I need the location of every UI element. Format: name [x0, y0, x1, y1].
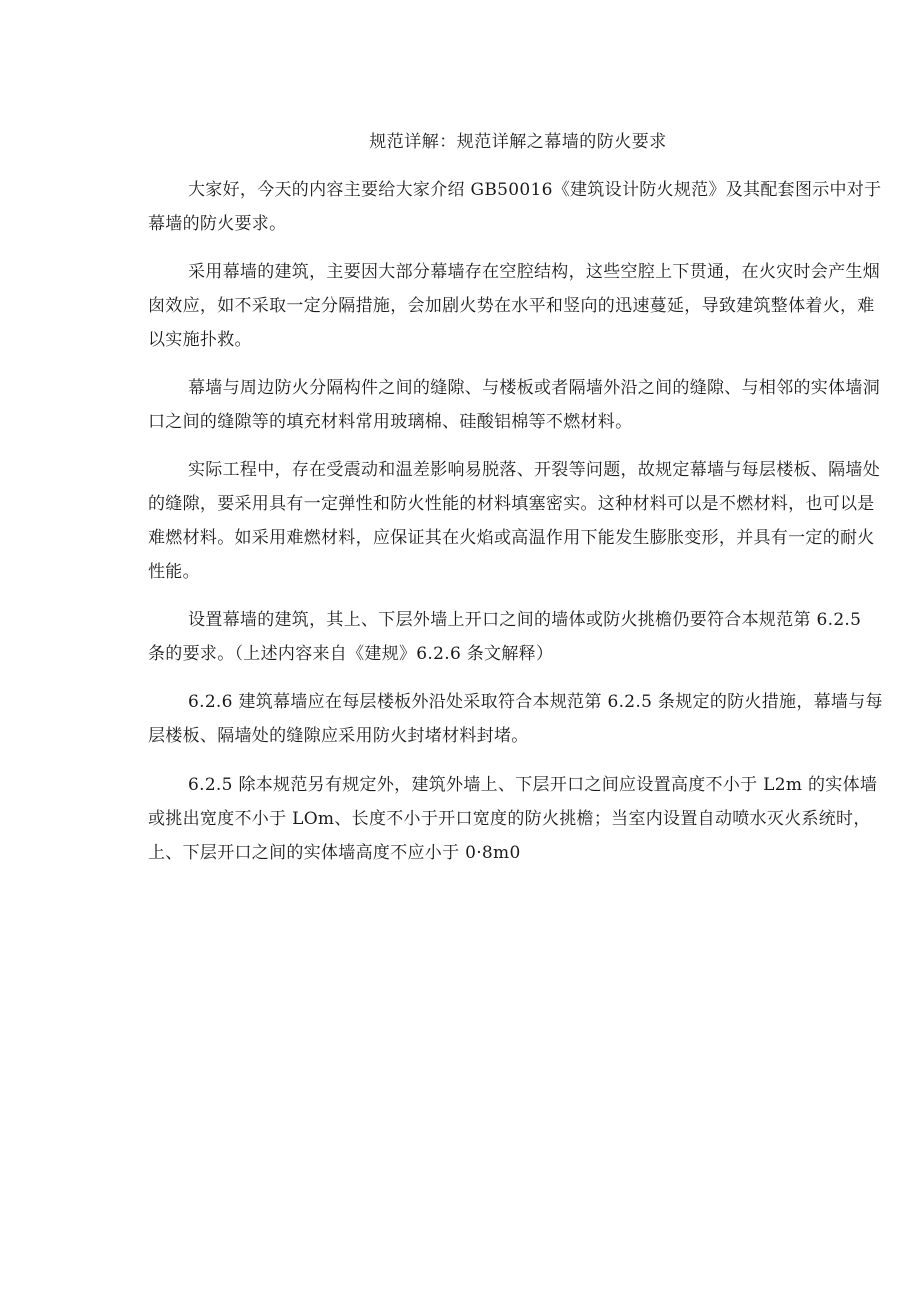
paragraph-clause-6-2-6: 6.2.6 建筑幕墙应在每层楼板外沿处采取符合本规范第 6.2.5 条规定的防火措施，幕墙与每层楼板、隔墙处的缝隙应采用防火封堵材料封堵。: [148, 692, 883, 746]
paragraph-engineering-practice: 实际工程中，存在受震动和温差影响易脱落、开裂等问题，故规定幕墙与每层楼板、隔墙处的缝隙，要采用具有一定弹性和防火性能的材料填塞密实。这种材料可以是不燃材料，也可以是难燃材料。如采用难燃材料，应保证其在火焰或高温作用下能发生膨胀变形，并具有一定的耐火性能。: [148, 460, 880, 582]
paragraph-upper-lower-openings: 设置幕墙的建筑，其上、下层外墙上开口之间的墙体或防火挑檐仍要符合本规范第 6.2.5 条的要求。（上述内容来自《建规》6.2.6 条文解释）: [148, 610, 862, 664]
document-title: 规范详解：规范详解之幕墙的防火要求: [369, 132, 667, 152]
paragraph-filling-materials: 幕墙与周边防火分隔构件之间的缝隙、与楼板或者隔墙外沿之间的缝隙、与相邻的实体墙洞口之间的缝隙等的填充材料常用玻璃棉、硅酸铝棉等不燃材料。: [148, 378, 880, 432]
paragraph-clause-6-2-5: 6.2.5 除本规范另有规定外，建筑外墙上、下层开口之间应设置高度不小于 L2m 的实体墙或挑出宽度不小于 LOm、长度不小于开口宽度的防火挑檐；当室内设置自动喷水灭火系统时，上、下层开口之间的实体墙高度不应小于 0·8m0: [148, 775, 878, 863]
paragraph-intro: 大家好，今天的内容主要给大家介绍 GB50016《建筑设计防火规范》及其配套图示中对于幕墙的防火要求。: [148, 180, 882, 234]
paragraph-cavity-effect: 采用幕墙的建筑，主要因大部分幕墙存在空腔结构，这些空腔上下贯通，在火灾时会产生烟囱效应，如不采取一定分隔措施，会加剧火势在水平和竖向的迅速蔓延，导致建筑整体着火，难以实施扑救。: [148, 262, 880, 350]
